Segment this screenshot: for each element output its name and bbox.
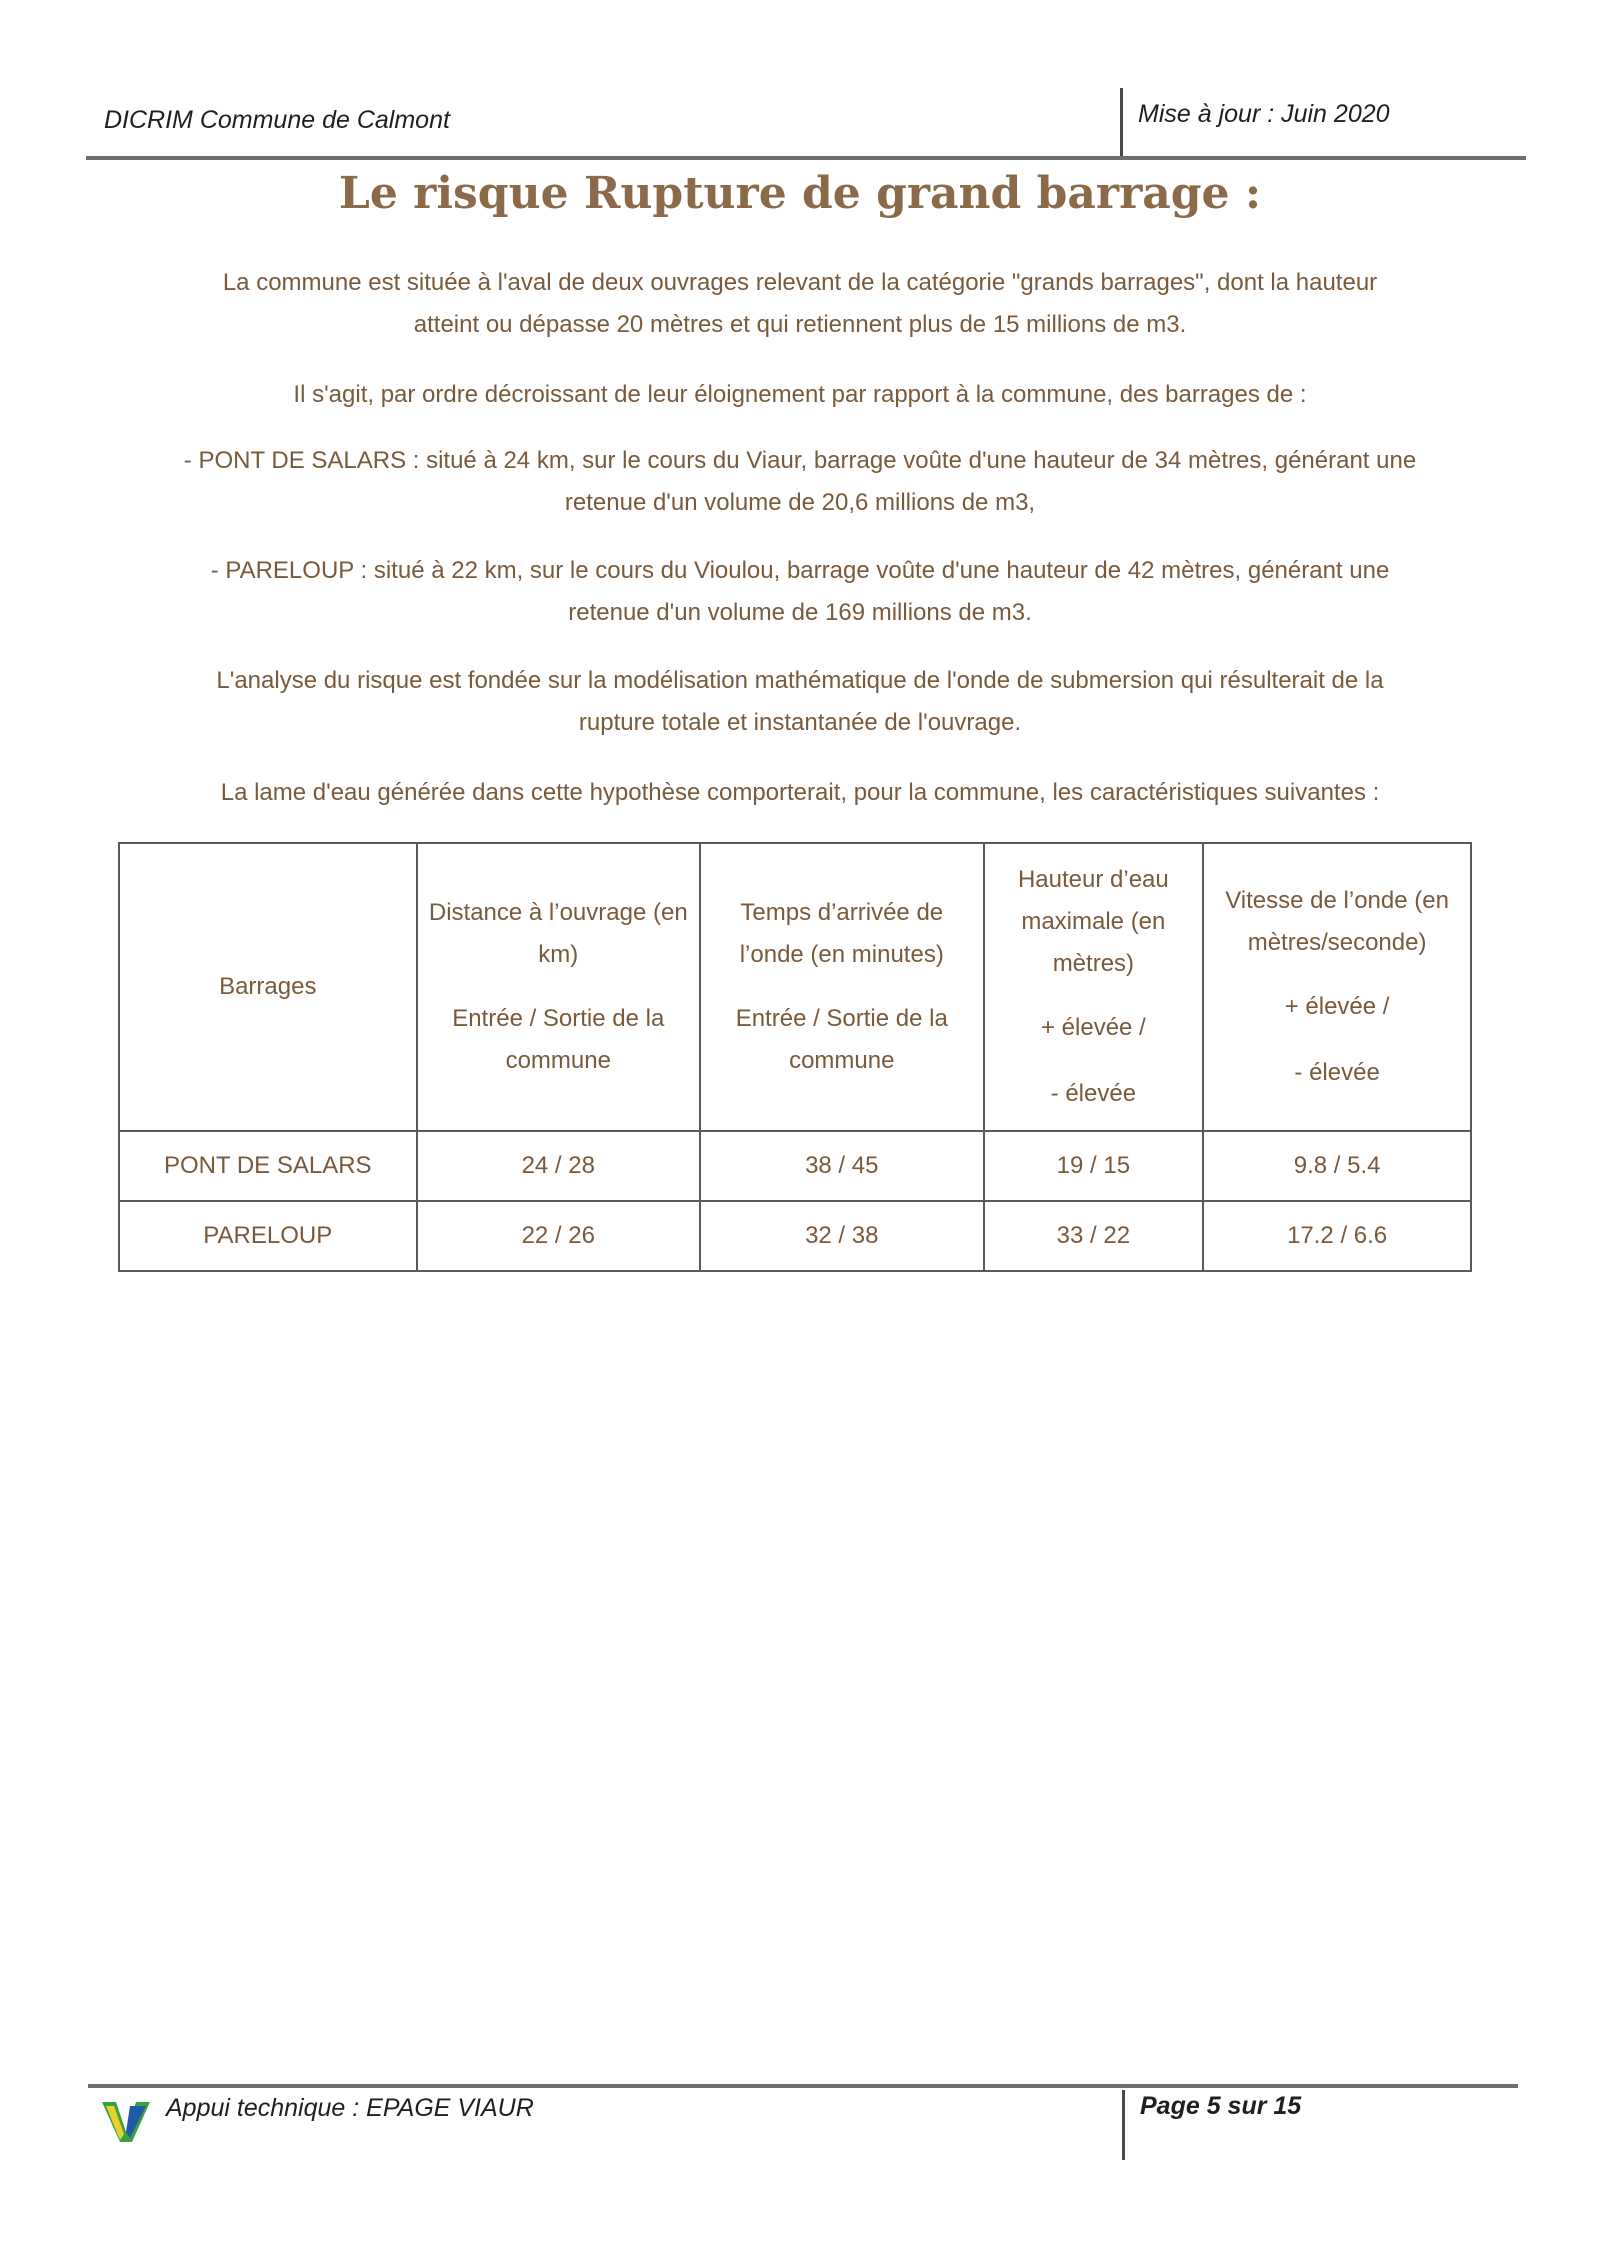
row-temps: 32 / 38 <box>700 1201 984 1271</box>
header-rule <box>86 156 1526 160</box>
row-distance: 22 / 26 <box>417 1201 701 1271</box>
pont-de-salars-line-1: - PONT DE SALARS : situé à 24 km, sur le cours du Viaur, barrage voûte d'une hauteur de 34 mètres, générant une <box>183 447 1417 474</box>
table-row <box>119 1131 1471 1201</box>
header-distance: Distance à l’ouvrage (en km) Entrée / Sortie de la commune <box>417 843 701 1131</box>
characteristics-paragraph <box>80 772 1520 814</box>
row-vitesse: 17.2 / 6.6 <box>1203 1201 1471 1271</box>
header-barrages: Barrages <box>119 843 417 1131</box>
characteristics-line: La lame d'eau générée dans cette hypothèse comporterait, pour la commune, les caractéristiques suivantes : <box>220 779 1380 806</box>
pareloup-line-2: retenue d'un volume de 169 millions de m3. <box>568 599 1032 626</box>
footer-divider <box>1122 2090 1125 2160</box>
row-vitesse: 9.8 / 5.4 <box>1203 1131 1471 1201</box>
row-temps: 38 / 45 <box>700 1131 984 1201</box>
page-title: Le risque Rupture de grand barrage : <box>338 168 1262 219</box>
header-vitesse: Vitesse de l’onde (en mètres/seconde) + élevée / - élevée <box>1203 843 1471 1131</box>
epage-viaur-logo-icon <box>100 2098 152 2144</box>
pont-de-salars-line-2: retenue d'un volume de 20,6 millions de m3, <box>564 489 1036 516</box>
header-hauteur: Hauteur d’eau maximale (en mètres) + élevée / - élevée <box>984 843 1204 1131</box>
footer-support-text: Appui technique : EPAGE VIAUR <box>166 2094 534 2122</box>
analysis-line-1: L'analyse du risque est fondée sur la modélisation mathématique de l'onde de submersion qui résulterait de la <box>216 667 1384 694</box>
intro-line-1: La commune est située à l'aval de deux ouvrages relevant de la catégorie "grands barrages", dont la hauteur <box>222 269 1378 296</box>
header-left-text: DICRIM Commune de Calmont <box>104 106 450 134</box>
pareloup-line-1: - PARELOUP : situé à 22 km, sur le cours du Vioulou, barrage voûte d'une hauteur de 42 mètres, générant une <box>210 557 1390 584</box>
row-dam-name: PARELOUP <box>119 1201 417 1271</box>
row-hauteur: 19 / 15 <box>984 1131 1204 1201</box>
dams-intro-line: Il s'agit, par ordre décroissant de leur éloignement par rapport à la commune, des barrages de : <box>293 381 1307 408</box>
header-update-date: Mise à jour : Juin 2020 <box>1138 100 1390 128</box>
row-hauteur: 33 / 22 <box>984 1201 1204 1271</box>
pont-de-salars-paragraph <box>80 440 1520 524</box>
intro-paragraph <box>80 262 1520 346</box>
row-dam-name: PONT DE SALARS <box>119 1131 417 1201</box>
analysis-paragraph <box>80 660 1520 744</box>
dams-intro-paragraph <box>80 374 1520 416</box>
flood-wave-table <box>118 842 1472 1272</box>
table-header-row <box>119 843 1471 1131</box>
analysis-line-2: rupture totale et instantanée de l'ouvrage. <box>578 709 1022 736</box>
header-divider <box>1120 88 1123 160</box>
row-distance: 24 / 28 <box>417 1131 701 1201</box>
header-temps: Temps d’arrivée de l’onde (en minutes) Entrée / Sortie de la commune <box>700 843 984 1131</box>
intro-line-2: atteint ou dépasse 20 mètres et qui retiennent plus de 15 millions de m3. <box>413 311 1187 338</box>
page-number: Page 5 sur 15 <box>1140 2092 1302 2120</box>
table-row <box>119 1201 1471 1271</box>
footer-rule <box>88 2084 1518 2088</box>
pareloup-paragraph <box>80 550 1520 634</box>
